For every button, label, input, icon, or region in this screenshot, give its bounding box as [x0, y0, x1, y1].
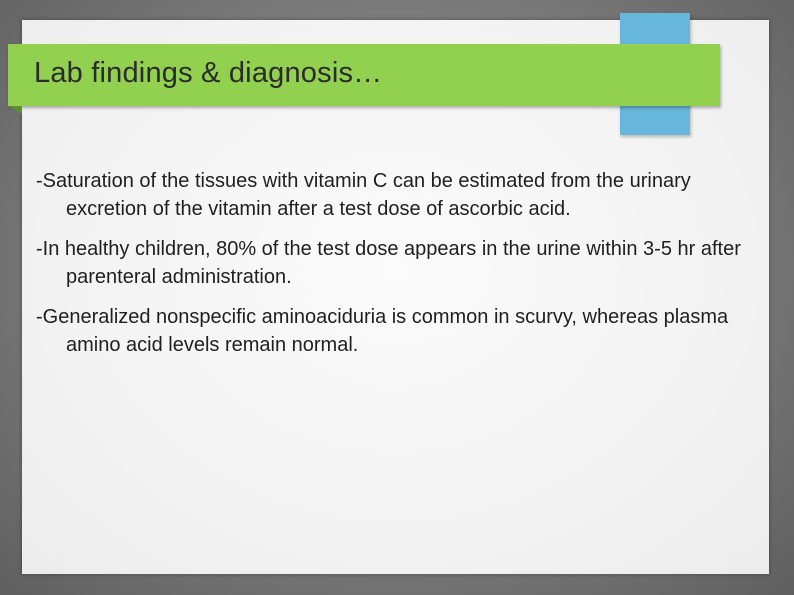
- slide-body: [36, 167, 748, 371]
- body-paragraph-1: -Saturation of the tissues with vitamin C can be estimated from the urinary excretion of the vitamin after a test dose of ascorbic acid.: [36, 170, 691, 220]
- title-bar: [8, 44, 720, 106]
- body-paragraph-3: -Generalized nonspecific aminoaciduria is common in scurvy, whereas plasma amino acid levels remain normal.: [36, 306, 729, 356]
- body-paragraph-2: -In healthy children, 80% of the test dose appears in the urine within 3-5 hr after parenteral administration.: [36, 238, 741, 288]
- slide-title: Lab findings & diagnosis…: [34, 57, 383, 89]
- title-bar-fold: [8, 106, 22, 114]
